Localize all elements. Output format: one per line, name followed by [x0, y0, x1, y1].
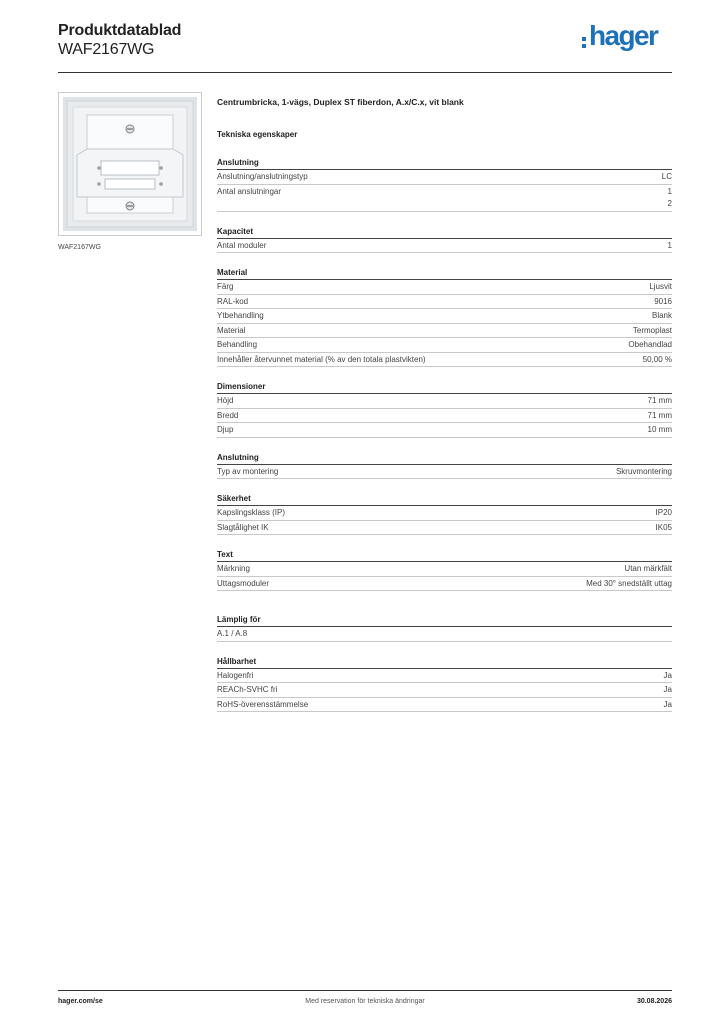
spec-row: [217, 394, 672, 409]
spec-value-line: IP20: [655, 508, 672, 517]
spec-value-line: Blank: [651, 311, 672, 320]
spec-section: [217, 226, 672, 254]
spec-row: [217, 521, 672, 536]
spec-row: [217, 465, 672, 480]
spec-value: [624, 563, 672, 576]
spec-value: [664, 684, 672, 697]
spec-label: Bredd: [217, 410, 239, 420]
spec-row: [217, 423, 672, 438]
spec-label: Färg: [217, 282, 234, 291]
spec-row: [217, 698, 672, 713]
footer-note: Med reservation för tekniska ändringar: [305, 998, 425, 1005]
spec-row: [217, 239, 672, 254]
section-title: Dimensioner: [217, 381, 672, 394]
spec-row: [217, 170, 672, 185]
spec-value-line: 1: [667, 240, 672, 250]
product-description: Centrumbricka, 1-vägs, Duplex ST fiberdon, A.x/C.x, vit blank: [217, 97, 464, 107]
spec-value-line: 9016: [654, 296, 672, 306]
product-illustration: [59, 93, 201, 235]
spec-value: [652, 310, 672, 323]
spec-value: [648, 395, 672, 408]
section-title: Text: [217, 549, 672, 562]
spec-value-line: 71 mm: [647, 410, 672, 420]
spec-section: [217, 614, 672, 642]
spec-row: [217, 577, 672, 592]
header-divider: [58, 72, 672, 73]
spec-section: [217, 493, 672, 535]
spec-value: [616, 466, 672, 479]
spec-value-line: 2: [667, 199, 672, 208]
spec-label: Innehåller återvunnet material (% av den totala plastvikten): [217, 354, 426, 364]
spec-row: [217, 409, 672, 424]
spec-value: [648, 424, 672, 437]
spec-label: RoHS-överensstämmelse: [217, 699, 309, 709]
image-caption: WAF2167WG: [58, 244, 101, 251]
spec-value-line: Ja: [663, 685, 672, 694]
spec-label: Märkning: [217, 564, 250, 573]
spec-value-line: Skruvmontering: [615, 466, 672, 476]
spec-value-line: Ljusvit: [649, 282, 672, 291]
spec-row: [217, 338, 672, 353]
spec-value: [633, 325, 672, 338]
spec-value: [668, 186, 672, 211]
specifications: [217, 96, 672, 712]
spec-label: Antal anslutningar: [217, 186, 282, 196]
spec-label: Höjd: [217, 396, 234, 405]
hager-logo: [580, 20, 672, 54]
spec-value: [664, 699, 672, 712]
spec-label: REACh-SVHC fri: [217, 685, 278, 694]
spec-section: [217, 656, 672, 713]
spec-value: [656, 522, 672, 535]
spec-value: [668, 240, 672, 253]
spec-value: [586, 578, 672, 591]
section-title: Säkerhet: [217, 493, 672, 506]
logo-colon-icon: [582, 35, 587, 49]
spec-label: RAL-kod: [217, 296, 249, 306]
spec-section: [217, 157, 672, 212]
footer-divider: [58, 990, 672, 991]
spec-label: Halogenfri: [217, 670, 254, 680]
spec-row: [217, 324, 672, 339]
spec-row: [217, 669, 672, 684]
spec-row: [217, 506, 672, 521]
spec-value-line: Ja: [663, 670, 672, 680]
spec-row: [217, 309, 672, 324]
section-title: Material: [217, 267, 672, 280]
spec-row: [217, 562, 672, 577]
spec-label: Kapslingsklass (IP): [217, 508, 286, 517]
spec-sections: [217, 157, 672, 712]
product-image: [58, 92, 202, 236]
spec-label: Ytbehandling: [217, 311, 264, 320]
spec-value: [643, 354, 672, 367]
spec-value: [654, 296, 672, 309]
spec-section: [217, 267, 672, 367]
spec-row: [217, 280, 672, 295]
spec-value: [648, 410, 672, 423]
spec-row: [217, 353, 672, 368]
spec-label: A.1 / A.8: [217, 629, 248, 638]
spec-value: [656, 507, 672, 520]
spec-label: Behandling: [217, 340, 258, 349]
spec-value-line: Med 30° snedställt uttag: [586, 578, 672, 588]
spec-label: Djup: [217, 425, 234, 434]
spec-row: [217, 185, 672, 212]
spec-value: [649, 281, 672, 294]
spec-section: [217, 381, 672, 438]
spec-value: [628, 339, 672, 352]
spec-row: [217, 295, 672, 310]
spec-label: Uttagsmoduler: [217, 578, 270, 588]
logo-text: hager: [589, 20, 658, 51]
section-title: Anslutning: [217, 157, 672, 170]
spec-value-line: IK05: [655, 522, 672, 532]
spec-label: Material: [217, 325, 246, 335]
product-code: WAF2167WG: [58, 41, 155, 58]
spec-section: [217, 452, 672, 480]
spec-value: [664, 670, 672, 683]
spec-section: [217, 549, 672, 591]
section-title: Lämplig för: [217, 614, 672, 627]
spec-value-line: LC: [661, 172, 672, 181]
spec-label: Antal moduler: [217, 240, 267, 250]
spec-label: Typ av montering: [217, 466, 279, 476]
spec-value-line: Obehandlad: [628, 340, 672, 349]
spec-value-line: 10 mm: [647, 425, 672, 434]
footer-date: 30.08.2026: [636, 998, 672, 1005]
page-footer: [58, 998, 672, 1012]
spec-value: [662, 171, 672, 184]
section-title: Kapacitet: [217, 226, 672, 239]
page-header: [58, 20, 672, 72]
spec-value-line: 50,00 %: [642, 354, 672, 364]
spec-value-line: 71 mm: [647, 396, 672, 405]
spec-value-line: Termoplast: [632, 325, 672, 335]
section-title: Anslutning: [217, 452, 672, 465]
spec-label: Anslutning/anslutningstyp: [217, 172, 308, 181]
section-title: Hållbarhet: [217, 656, 672, 669]
spec-label: Slagtålighet IK: [217, 522, 269, 532]
spec-value-line: Ja: [663, 699, 672, 709]
document-title: Produktdatablad: [58, 22, 182, 39]
spec-row: [217, 683, 672, 698]
spec-value-line: Utan märkfält: [624, 564, 672, 573]
footer-website: hager.com/se: [58, 998, 103, 1005]
spec-value-line: 1: [667, 186, 672, 196]
spec-row: [217, 627, 672, 642]
tech-properties-title: Tekniska egenskaper: [217, 130, 298, 139]
